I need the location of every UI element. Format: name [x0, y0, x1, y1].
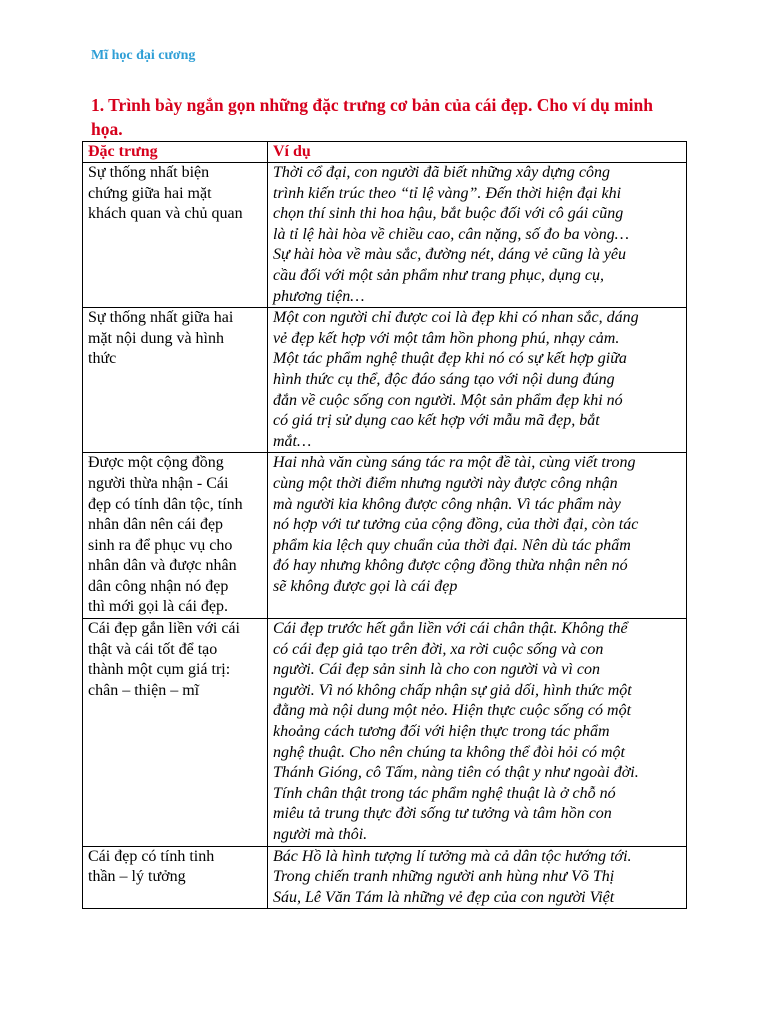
example-text-line: chọn thí sinh thi hoa hậu, bắt buộc đối với cô gái cũng	[273, 205, 624, 223]
feature-text-line: Sự thống nhất biện	[88, 164, 210, 181]
feature-text-line: người thừa nhận - Cái	[88, 474, 229, 492]
table-row	[83, 453, 687, 619]
example-cell	[268, 846, 687, 909]
example-text-line: người. Vì nó không chấp nhận sự giả dối, hình thức một	[273, 681, 632, 699]
feature-cell	[83, 163, 268, 308]
feature-text-line: thần – lý tưởng	[88, 868, 186, 886]
example-cell	[268, 619, 687, 847]
example-text-line: Sự hài hòa về màu sắc, đường nét, dáng vẻ cũng là yêu	[273, 246, 627, 264]
example-text-line: vẻ đẹp kết hợp với một tâm hồn phong phú, nhạy cảm.	[273, 329, 620, 347]
example-text-line: Cái đẹp trước hết gắn liền với cái chân thật. Không thể	[273, 620, 628, 638]
example-text-line: đằng mà nội dung một nẻo. Hiện thực cuộc sống có một	[273, 702, 632, 720]
example-text-line: Bác Hồ là hình tượng lí tưởng mà cả dân tộc hướng tới.	[273, 847, 632, 865]
example-text-line: Hai nhà văn cùng sáng tác ra một đề tài, cùng viết trong	[273, 454, 636, 472]
table-row	[83, 308, 687, 453]
feature-text-line: thì mới gọi là cái đẹp.	[88, 598, 228, 616]
example-text-line: khoảng cách tương đối với hiện thực trong tác phẩm	[273, 723, 610, 741]
feature-text-line: dân công nhận nó đẹp	[88, 577, 229, 595]
table-row	[83, 163, 687, 308]
feature-text-line: chân – thiện – mĩ	[88, 681, 200, 699]
example-text-line: Tính chân thật trong tác phẩm nghệ thuật là ở chỗ nó	[273, 784, 616, 802]
question-heading	[91, 93, 691, 141]
example-text-line: phẩm kia lệch quy chuẩn của thời đại. Nên dù tác phẩm	[273, 536, 631, 554]
feature-cell	[83, 453, 268, 619]
example-text-line: cầu đối với một sản phẩm như trang phục, dụng cụ,	[273, 266, 605, 284]
feature-text-line: nhân dân và được nhân	[88, 557, 237, 575]
example-text-line: người mà thôi.	[273, 826, 368, 843]
feature-text-line: thành một cụm giá trị:	[88, 661, 231, 679]
document-header: Mĩ học đại cương	[91, 48, 196, 63]
feature-text-line: Được một cộng đồng	[88, 454, 224, 472]
example-text-line: Một con người chỉ được coi là đẹp khi có nhan sắc, dáng	[273, 309, 639, 327]
example-text-line: phương tiện…	[273, 287, 365, 305]
example-text-line: sẽ không được gọi là cái đẹp	[273, 577, 458, 595]
example-text-line: Trong chiến tranh những người anh hùng như Võ Thị	[273, 868, 615, 886]
feature-text-line: Cái đẹp gắn liền với cái	[88, 620, 240, 638]
example-text-line: nó hợp với tư tưởng của cộng đồng, của thời đại, còn tác	[273, 516, 639, 534]
feature-text-line: sinh ra để phục vụ cho	[88, 536, 233, 554]
example-text-line: Một tác phẩm nghệ thuật đẹp khi nó có sự kết hợp giữa	[273, 350, 627, 368]
feature-cell	[83, 308, 268, 453]
table-body	[83, 163, 687, 909]
example-text-line: miêu tả trung thực đời sống tư tưởng và tâm hồn con	[273, 805, 612, 823]
example-text-line: đắn về cuộc sống con người. Một sản phẩm đẹp khi nó	[273, 391, 623, 409]
feature-text-line: đẹp có tính dân tộc, tính	[88, 495, 243, 513]
feature-text-line: thật và cái tốt để tạo	[88, 640, 218, 658]
example-text-line: có cái đẹp giả tạo trên đời, xa rời cuộc sống và con	[273, 640, 604, 658]
example-text-line: cùng một thời điểm nhưng người này được công nhận	[273, 474, 618, 492]
table-row	[83, 846, 687, 909]
feature-text-line: Sự thống nhất giữa hai	[88, 309, 234, 327]
example-text-line: Thời cổ đại, con người đã biết những xây dựng công	[273, 164, 610, 181]
example-text-line: nghệ thuật. Cho nên chúng ta không thể đòi hỏi có một	[273, 743, 625, 761]
table-header-row	[83, 142, 687, 163]
feature-text-line: thức	[88, 350, 117, 368]
example-text-line: trình kiến trúc theo “tỉ lệ vàng”. Đến thời hiện đại khi	[273, 184, 622, 202]
example-text-line: Sáu, Lê Văn Tám là những vẻ đẹp của con người Việt	[273, 888, 615, 906]
example-text-line: mắt…	[273, 432, 312, 450]
feature-text-line: Cái đẹp có tính tinh	[88, 847, 215, 865]
table-row	[83, 619, 687, 847]
column-header-example: Ví dụ	[268, 142, 687, 163]
characteristics-table	[82, 141, 687, 909]
feature-text-line: chứng giữa hai mặt	[88, 184, 212, 202]
example-text-line: Thánh Gióng, cô Tấm, nàng tiên có thật y như ngoài đời.	[273, 764, 639, 782]
example-text-line: mà người kia không được công nhận. Vì tác phẩm này	[273, 495, 621, 513]
question-line: 1. Trình bày ngắn gọn những đặc trưng cơ bản của cái đẹp. Cho ví dụ minh	[91, 95, 653, 115]
example-text-line: có giá trị sử dụng cao kết hợp với mẫu mã đẹp, bắt	[273, 412, 600, 430]
feature-text-line: khách quan và chủ quan	[88, 205, 243, 223]
feature-cell	[83, 619, 268, 847]
example-text-line: người. Cái đẹp sản sinh là cho con người và vì con	[273, 661, 600, 679]
column-header-feature: Đặc trưng	[83, 142, 268, 163]
example-cell	[268, 308, 687, 453]
feature-text-line: mặt nội dung và hình	[88, 329, 224, 347]
example-cell	[268, 453, 687, 619]
example-text-line: hình thức cụ thể, độc đáo sáng tạo với nội dung đúng	[273, 370, 615, 388]
example-text-line: đó hay nhưng không được cộng đồng thừa nhận nên nó	[273, 557, 628, 575]
feature-cell	[83, 846, 268, 909]
question-line: họa.	[91, 119, 123, 139]
feature-text-line: nhân dân nên cái đẹp	[88, 516, 224, 534]
example-text-line: là tỉ lệ hài hòa về chiều cao, cân nặng, số đo ba vòng…	[273, 225, 629, 243]
example-cell	[268, 163, 687, 308]
